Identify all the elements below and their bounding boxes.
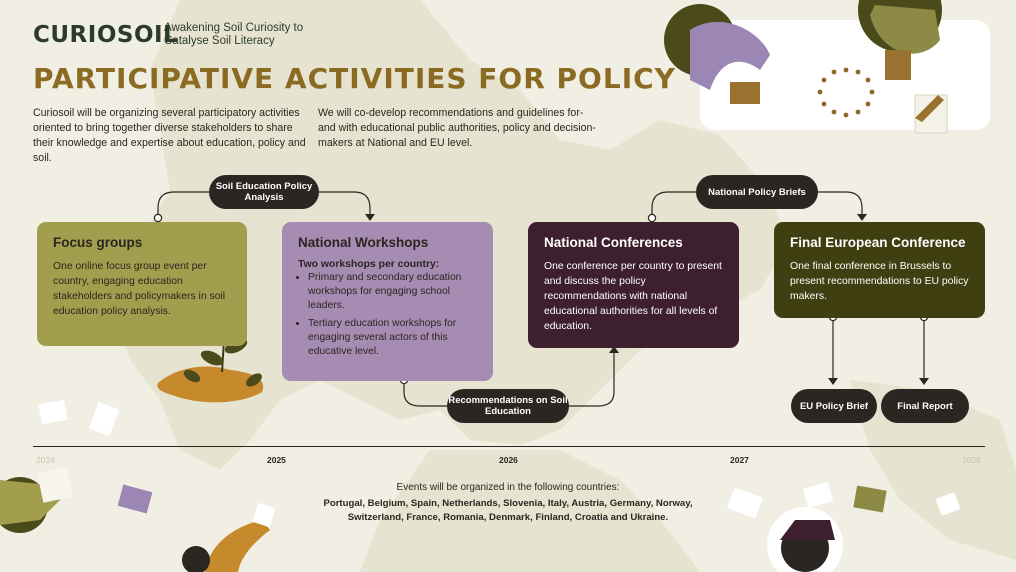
meeting-table-illustration bbox=[664, 0, 990, 133]
card-body: One conference per country to present and discuss the policy recommendations with national educational authorities for all levels of education. bbox=[544, 261, 722, 332]
card-subtitle: Two workshops per country: bbox=[298, 259, 440, 270]
bottom-right-person-illustration bbox=[727, 482, 887, 572]
final-european-conference-card bbox=[774, 222, 985, 318]
workshop-list bbox=[298, 271, 478, 359]
card-title: Final European Conference bbox=[790, 235, 966, 250]
timeline-year-2026: 2026 bbox=[499, 455, 518, 465]
eu-policy-brief-pill: EU Policy Brief bbox=[791, 389, 877, 423]
logo: CURIOSOIL bbox=[33, 22, 179, 48]
card-title: National Workshops bbox=[298, 235, 429, 250]
national-policy-briefs-pill: National Policy Briefs bbox=[696, 175, 818, 209]
card-title: Focus groups bbox=[53, 235, 143, 250]
intro-text-right: We will co-develop recommendations and guidelines for- and with educational public authorities, policy and decision-makers at National and EU level. bbox=[318, 107, 596, 149]
national-workshops-card bbox=[282, 222, 493, 381]
paper-decoration bbox=[38, 400, 67, 424]
page-title: PARTICIPATIVE ACTIVITIES FOR POLICY bbox=[33, 62, 676, 95]
national-conferences-card bbox=[528, 222, 739, 348]
timeline-year-2024: 2024 bbox=[36, 455, 55, 465]
card-title: National Conferences bbox=[544, 235, 683, 250]
paper-decoration bbox=[89, 402, 119, 436]
timeline-year-2027: 2027 bbox=[730, 455, 749, 465]
countries-intro: Events will be organized in the following countries: bbox=[396, 482, 620, 493]
timeline-axis bbox=[33, 446, 985, 447]
policy-analysis-pill: Soil Education Policy Analysis bbox=[209, 175, 319, 209]
recommendations-pill: Recommendations on Soil Education bbox=[447, 389, 569, 423]
focus-groups-card bbox=[37, 222, 247, 346]
card-body: One final conference in Brussels to present recommendations to EU policy makers. bbox=[790, 261, 969, 302]
card-body: One online focus group event per country, engaging education stakeholders and policymakers in soil education policy analysis. bbox=[53, 261, 226, 317]
timeline-year-2025: 2025 bbox=[267, 455, 286, 465]
countries-list: Portugal, Belgium, Spain, Netherlands, Slovenia, Italy, Austria, Germany, Norway, Switzerland, France, Romania, Denmark, Finland, Croatia and Ukraine. bbox=[323, 498, 693, 523]
connector-briefs-to-final bbox=[818, 192, 862, 216]
list-item: • Primary and secondary education workshops for engaging school leaders. bbox=[308, 271, 478, 313]
list-item: • Tertiary education workshops for engaging several actors of this educative level. bbox=[308, 317, 478, 359]
intro-text-left: Curiosoil will be organizing several participatory activities oriented to bring together diverse stakeholders to share their knowledge and expertise about education, policy and soil. bbox=[33, 107, 306, 164]
timeline-year-2028: 2028 bbox=[962, 455, 981, 465]
tagline: Awakening Soil Curiosity to Catalyse Soil Literacy bbox=[164, 22, 304, 47]
final-report-pill: Final Report bbox=[881, 389, 969, 423]
